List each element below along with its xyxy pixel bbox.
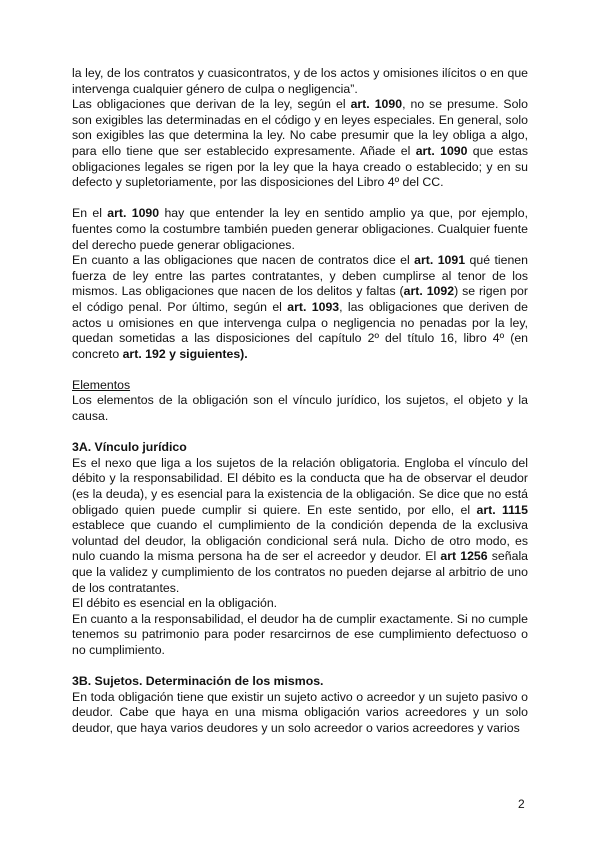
section-heading-vinculo: 3A. Vínculo jurídico: [72, 440, 187, 455]
page-number: 2: [518, 797, 525, 811]
paragraph-obligaciones-contratos: En cuanto a las obligaciones que nacen de contratos dice el art. 1091 qué tienen fuerza de ley entre las partes contratantes, y deben cumplirse al tenor de los mismos. Las obligaciones que nacen de los delitos y faltas (art. 1092) se rigen por el código penal. Por último, según el art. 1093, las obligaciones que deriven de actos u omisiones en que intervenga culpa o negligencia no penadas por la ley, quedan sometidas a las disposiciones del capítulo 2º del título 16, libro 4º (en concreto art. 192 y siguientes).: [72, 253, 528, 361]
article-ref: art. 192 y siguientes).: [122, 346, 248, 361]
article-ref: art. 1092: [403, 284, 455, 299]
document-page: [72, 66, 528, 737]
article-ref: art 1256: [440, 549, 488, 564]
article-ref: art. 1093: [287, 299, 340, 314]
spacer: [72, 191, 528, 207]
section-heading-elementos: Elementos: [72, 377, 131, 392]
paragraph-sujetos: En toda obligación tiene que existir un sujeto activo o acreedor y un sujeto pasivo o deudor. Cabe que haya en una misma obligación varios acreedores y un solo deudor, que haya varios deudores y un solo acreedor o varios acreedores y varios: [72, 689, 528, 735]
paragraph-ley-sentido-amplio: En el art. 1090 hay que entender la ley en sentido amplio ya que, por ejemplo, fuentes como la costumbre también pueden generar obligaciones. Cualquier fuente del derecho puede generar obligaciones.: [72, 206, 528, 252]
spacer: [72, 362, 528, 378]
article-ref: art. 1090: [415, 143, 468, 158]
section-heading-sujetos: 3B. Sujetos. Determinación de los mismos.: [72, 674, 324, 689]
article-ref: art. 1115: [476, 502, 528, 517]
paragraph-elementos: Los elementos de la obligación son el vínculo jurídico, los sujetos, el objeto y la causa.: [72, 393, 528, 424]
paragraph-intro-quote: la ley, de los contratos y cuasicontratos, y de los actos y omisiones ilícitos o en que intervenga cualquier género de culpa o negligencia”.: [72, 66, 528, 96]
paragraph-obligaciones-ley: Las obligaciones que derivan de la ley, según el art. 1090, no se presume. Solo son exigibles las determinadas en el código y en leyes especiales. En general, solo son exigibles las que determina la ley. No cabe presumir que la ley obliga a algo, para ello tiene que ser establecido expresamente. Añade el art. 1090 que estas obligaciones legales se rigen por la ley que la haya creado o establecido; y en su defecto y supletoriamente, por las disposiciones del Libro 4º del CC.: [72, 97, 528, 190]
article-ref: art. 1091: [414, 253, 466, 268]
spacer: [72, 659, 528, 675]
article-ref: art. 1090: [107, 206, 160, 221]
article-ref: art. 1090: [350, 97, 403, 112]
paragraph-debito: El débito es esencial en la obligación.: [72, 596, 278, 611]
spacer: [72, 425, 528, 441]
paragraph-responsabilidad: En cuanto a la responsabilidad, el deudor ha de cumplir exactamente. Si no cumple tenemos su patrimonio para poder resarcirnos de ese cumplimiento defectuoso o no cumplimiento.: [72, 611, 528, 657]
paragraph-vinculo: Es el nexo que liga a los sujetos de la relación obligatoria. Engloba el vínculo del débito y la responsabilidad. El débito es la conducta que ha de observar el deudor (es la deuda), y es esencial para la existencia de la obligación. Se dice que no está obligado quien puede cumplir si quiere. En este sentido, por ello, el art. 1115 establece que cuando el cumplimiento de la condición dependa de la exclusiva voluntad del deudor, la obligación condicional será nula. Dicho de otro modo, es nulo cuando la misma persona ha de ser el acreedor y deudor. El art 1256 señala que la validez y cumplimiento de los contratos no pueden dejarse al arbitrio de uno de los contratantes.: [72, 455, 529, 595]
